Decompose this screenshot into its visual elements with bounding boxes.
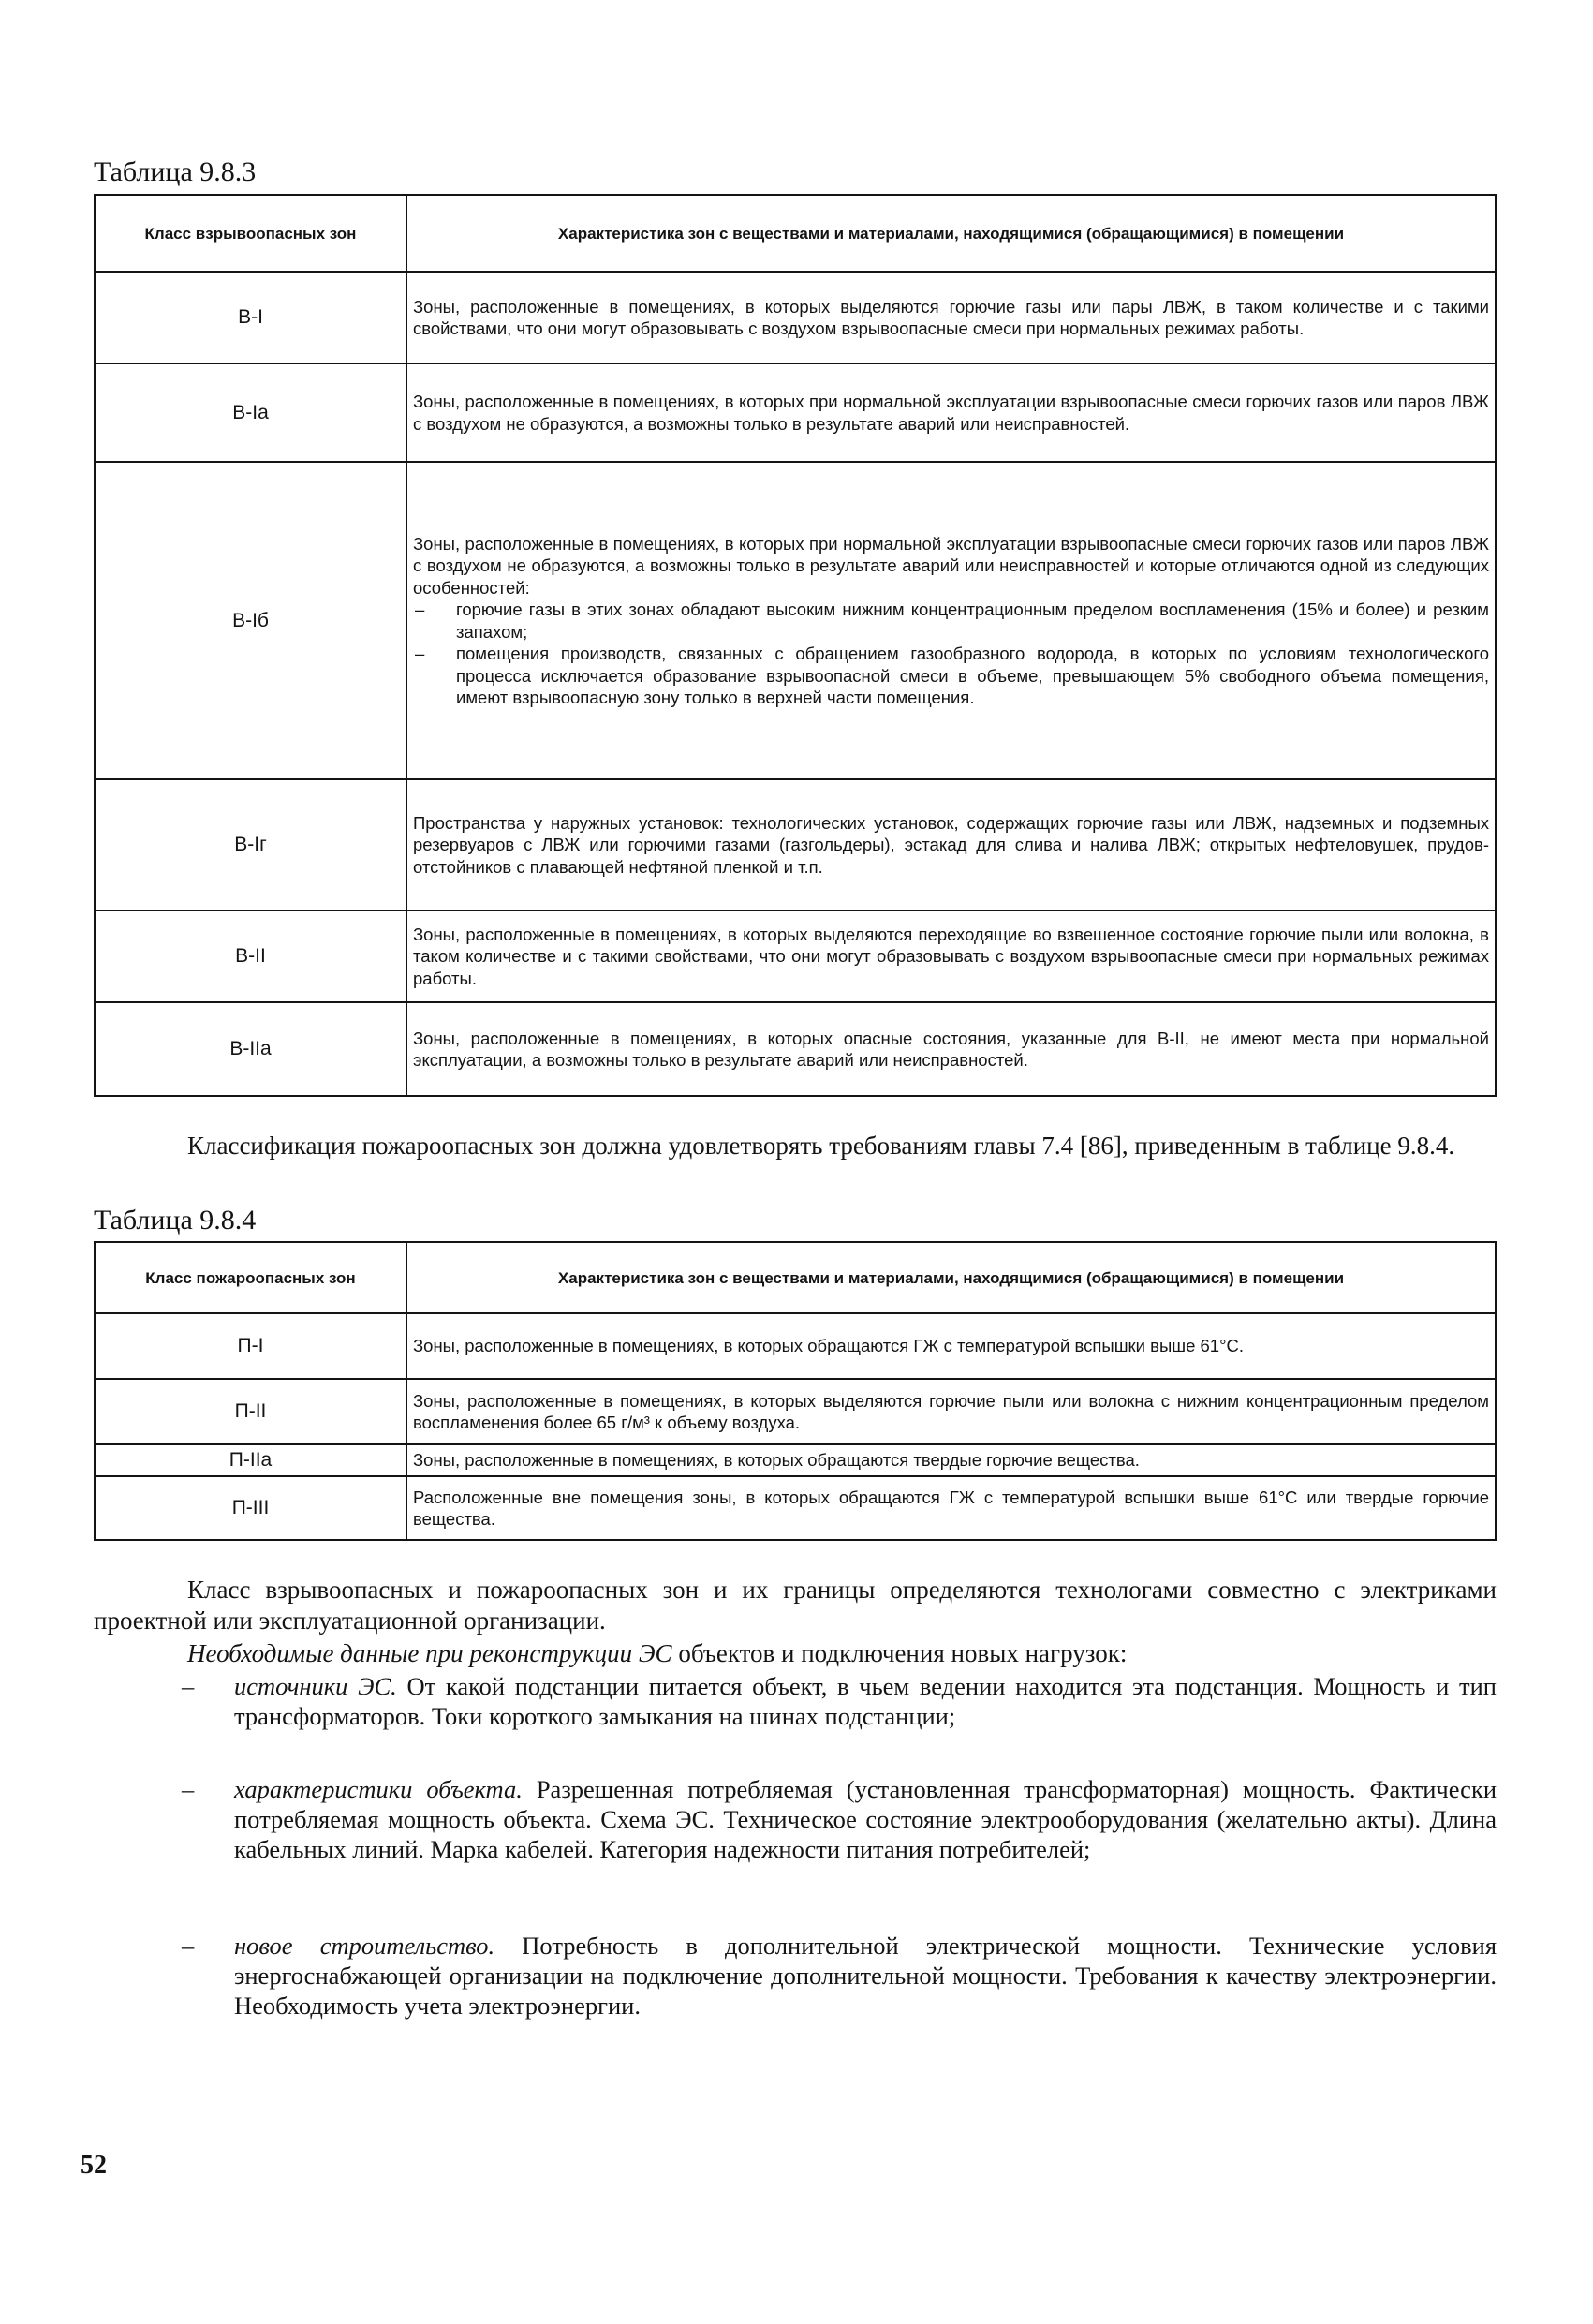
table-row: [95, 1476, 1496, 1540]
zone-description-cell: Зоны, расположенные в помещениях, в которых выделяются горючие газы или пары ЛВЖ, в таком количестве и с такими свойствами, что они могут образовывать с воздухом взрывоопасные смеси при нормальных режимах работы.: [406, 272, 1496, 363]
zone-description-cell: Расположенные вне помещения зоны, в которых обращаются ГЖ с температурой вспышки выше 61°С или твердые горючие вещества.: [406, 1476, 1496, 1540]
list-item: [182, 1931, 1497, 2021]
bullet-dash: –: [182, 1932, 195, 1960]
zone-class-cell: В-IIа: [95, 1002, 406, 1096]
zone-class-cell: П-II: [95, 1379, 406, 1444]
reconstruction-data-heading-rest: объектов и подключения новых нагрузок:: [671, 1639, 1128, 1667]
zone-class-cell: П-IIа: [95, 1444, 406, 1476]
reconstruction-data-heading-italic: Необходимые данные при реконструкции ЭС: [187, 1639, 672, 1667]
header-zone-class: Класс взрывоопасных зон: [95, 195, 406, 272]
paragraph-zone-boundaries: Класс взрывоопасных и пожароопасных зон и их границы определяются технологами совместно с электриками проектной или эксплуатационной организации.: [94, 1576, 1497, 1635]
table-fire-zones: [94, 1241, 1497, 1541]
bullet-text: От какой подстанции питается объект, в чьем ведении находится эта подстанция. Мощность и тип трансформаторов. Токи короткого замыкания на шинах подстанции;: [234, 1672, 1497, 1730]
list-item: [182, 1774, 1497, 1864]
bullet-term: новое строительство.: [234, 1932, 495, 1960]
zone-class-cell: В-II: [95, 910, 406, 1002]
page-number: 52: [81, 2151, 107, 2180]
table-caption-9-8-3: Таблица 9.8.3: [94, 156, 257, 187]
bullet-dash: –: [182, 1672, 195, 1700]
bullet-dash: –: [182, 1775, 195, 1803]
table-row: [95, 1313, 1496, 1379]
table-header-row: [95, 195, 1496, 272]
zone-class-cell: П-III: [95, 1476, 406, 1540]
list-item: [182, 1671, 1497, 1731]
table-header-row: [95, 1242, 1496, 1313]
zone-description-cell: Зоны, расположенные в помещениях, в которых опасные состояния, указанные для В-II, не имеют места при нормальной эксплуатации, а возможны только в результате аварий или неисправностей.: [406, 1002, 1496, 1096]
zone-description-cell: Зоны, расположенные в помещениях, в которых обращаются твердые горючие вещества.: [406, 1444, 1496, 1476]
bullet-text: Разрешенная потребляемая (установленная трансформаторная) мощность. Фактически потребляемая мощность объекта. Схема ЭС. Техническое состояние электрооборудования (желательно акты). Длина кабельных линий. Марка кабелей. Категория надежности питания потребителей;: [234, 1775, 1497, 1863]
paragraph-fire-zones-classification: Классификация пожароопасных зон должна удовлетворять требованиям главы 7.4 [86], приведенным в таблице 9.8.4.: [187, 1132, 1455, 1160]
zone-class-cell: П-I: [95, 1313, 406, 1379]
table-row: [95, 363, 1496, 462]
zone-description-cell: Пространства у наружных установок: технологических установок, содержащих горючие газы или ЛВЖ, надземных и подземных резервуаров с ЛВЖ или горючими газами (газгольдеры), эстакад для слива и налива ЛВЖ; открытых нефтеловушек, прудов-отстойников с плавающей нефтяной пленкой и т.п.: [406, 779, 1496, 910]
header-zone-description: Характеристика зон с веществами и материалами, находящимися (обращающимися) в помещении: [406, 195, 1496, 272]
zone-class-cell: В-Iг: [95, 779, 406, 910]
bullet-term: характеристики объекта.: [234, 1775, 523, 1803]
table-row: [95, 272, 1496, 363]
header-zone-description: Характеристика зон с веществами и материалами, находящимися (обращающимися) в помещении: [406, 1242, 1496, 1313]
header-zone-class: Класс пожароопасных зон: [95, 1242, 406, 1313]
table-explosive-zones: [94, 194, 1497, 1097]
zone-description-cell: [406, 462, 1496, 779]
zone-features-list: [413, 599, 1489, 709]
table-row: [95, 910, 1496, 1002]
zone-class-cell: В-I: [95, 272, 406, 363]
list-item: – горючие газы в этих зонах обладают высоким нижним концентрационным пределом воспламенения (15% и более) и резким запахом;: [413, 599, 1489, 643]
list-item: – помещения производств, связанных с обращением газообразного водорода, в которых по условиям технологического процесса исключается образование взрывоопасной смеси в объеме, превышающем 5% свободного объема помещения, имеют взрывоопасную зону только в верхней части помещения.: [413, 643, 1489, 709]
table-row: [95, 1002, 1496, 1096]
reconstruction-data-heading: [187, 1638, 1497, 1669]
table-row: [95, 1444, 1496, 1476]
zone-description-text: Зоны, расположенные в помещениях, в которых при нормальной эксплуатации взрывоопасные смеси горючих газов или паров ЛВЖ с воздухом не образуются, а возможны только в результате аварий или неисправностей и которые отличаются одной из следующих особенностей:: [413, 533, 1489, 598]
zone-description-cell: Зоны, расположенные в помещениях, в которых при нормальной эксплуатации взрывоопасные смеси горючих газов или паров ЛВЖ с воздухом не образуются, а возможны только в результате аварий или неисправностей.: [406, 363, 1496, 462]
table-row: [95, 779, 1496, 910]
table-caption-9-8-4: Таблица 9.8.4: [94, 1205, 257, 1236]
table-row: [95, 1379, 1496, 1444]
zone-class-cell: В-Iб: [95, 462, 406, 779]
bullet-text: Потребность в дополнительной электрической мощности. Технические условия энергоснабжающей организации на подключение дополнительной мощности. Требования к качеству электроэнергии. Необходимость учета электроэнергии.: [234, 1932, 1497, 2020]
table-row: [95, 462, 1496, 779]
zone-description-cell: Зоны, расположенные в помещениях, в которых выделяются горючие пыли или волокна с нижним концентрационным пределом воспламенения более 65 г/м³ к объему воздуха.: [406, 1379, 1496, 1444]
bullet-term: источники ЭС.: [234, 1672, 397, 1700]
zone-description-cell: Зоны, расположенные в помещениях, в которых выделяются переходящие во взвешенное состояние горючие пыли или волокна, в таком количестве и с такими свойствами, что они могут образовывать с воздухом взрывоопасные смеси при нормальных режимах работы.: [406, 910, 1496, 1002]
zone-description-cell: Зоны, расположенные в помещениях, в которых обращаются ГЖ с температурой вспышки выше 61°С.: [406, 1313, 1496, 1379]
zone-class-cell: В-Iа: [95, 363, 406, 462]
